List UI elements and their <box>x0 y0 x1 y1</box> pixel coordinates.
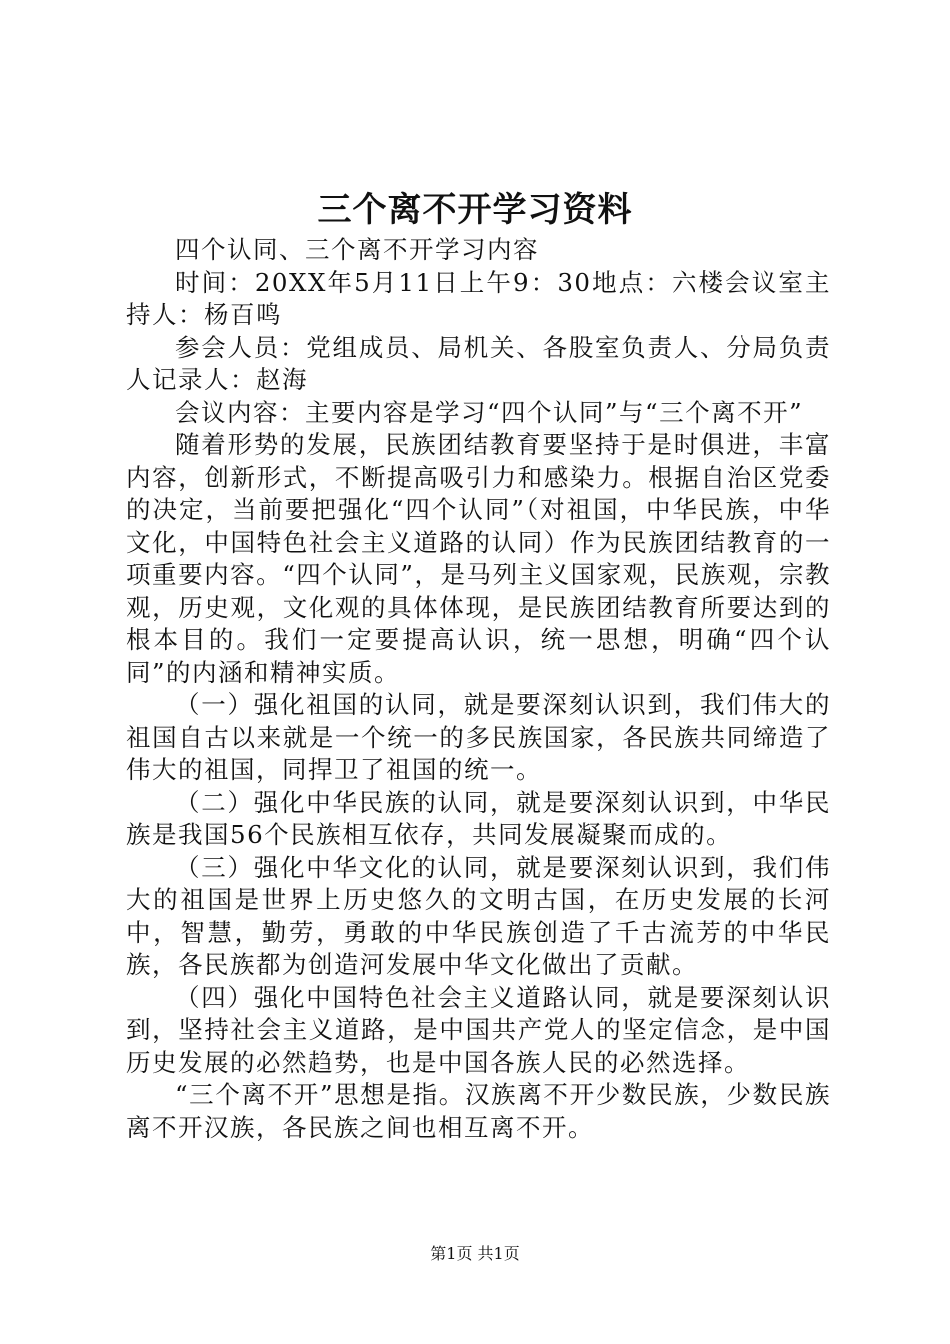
paragraph-point-1: （一）强化祖国的认同，就是要深刻认识到，我们伟大的祖国自古以来就是一个统一的多民族国家，各民族共同缔造了伟大的祖国，同捍卫了祖国的统一。 <box>126 690 831 784</box>
paragraph-point-3: （三）强化中华文化的认同，就是要深刻认识到，我们伟大的祖国是世界上历史悠久的文明古国，在历史发展的长河中，智慧，勤劳，勇敢的中华民族创造了千古流芳的中华民族，各民族都为创造河发展中华文化做出了贡献。 <box>126 852 831 979</box>
paragraph-attendees: 参会人员：党组成员、局机关、各股室负责人、分局负责人记录人：赵海 <box>126 332 831 394</box>
document-body <box>126 234 831 1144</box>
paragraph-three-inseparables: “三个离不开”思想是指。汉族离不开少数民族，少数民族离不开汉族，各民族之间也相互离不开。 <box>126 1080 831 1142</box>
paragraph-point-2: （二）强化中华民族的认同，就是要深刻认识到，中华民族是我国56个民族相互依存，共同发展凝聚而成的。 <box>126 787 831 849</box>
paragraph-point-4: （四）强化中国特色社会主义道路认同，就是要深刻认识到，坚持社会主义道路，是中国共产党人的坚定信念，是中国历史发展的必然趋势，也是中国各族人民的必然选择。 <box>126 982 831 1077</box>
paragraph-meeting-time: 时间：20XX年5月11日上午9：30地点：六楼会议室主持人：杨百鸣 <box>126 267 831 329</box>
paragraph-meeting-content: 会议内容：主要内容是学习“四个认同”与“三个离不开” <box>175 397 804 427</box>
page-title: 三个离不开学习资料 <box>317 190 633 230</box>
page-footer: 第1页 共1页 <box>430 1244 520 1263</box>
paragraph-subtitle: 四个认同、三个离不开学习内容 <box>175 235 539 264</box>
paragraph-intro: 随着形势的发展，民族团结教育要坚持于是时俱进，丰富内容，创新形式，不断提高吸引力和感染力。根据自治区党委的决定，当前要把强化“四个认同”（对祖国，中华民族，中华文化，中国特色社会主义道路的认同）作为民族团结教育的一项重要内容。“四个认同”，是马列主义国家观，民族观，宗教观，历史观，文化观的具体体现，是民族团结教育所要达到的根本目的。我们一定要提高认识，统一思想，明确“四个认同”的内涵和精神实质。 <box>126 430 831 687</box>
